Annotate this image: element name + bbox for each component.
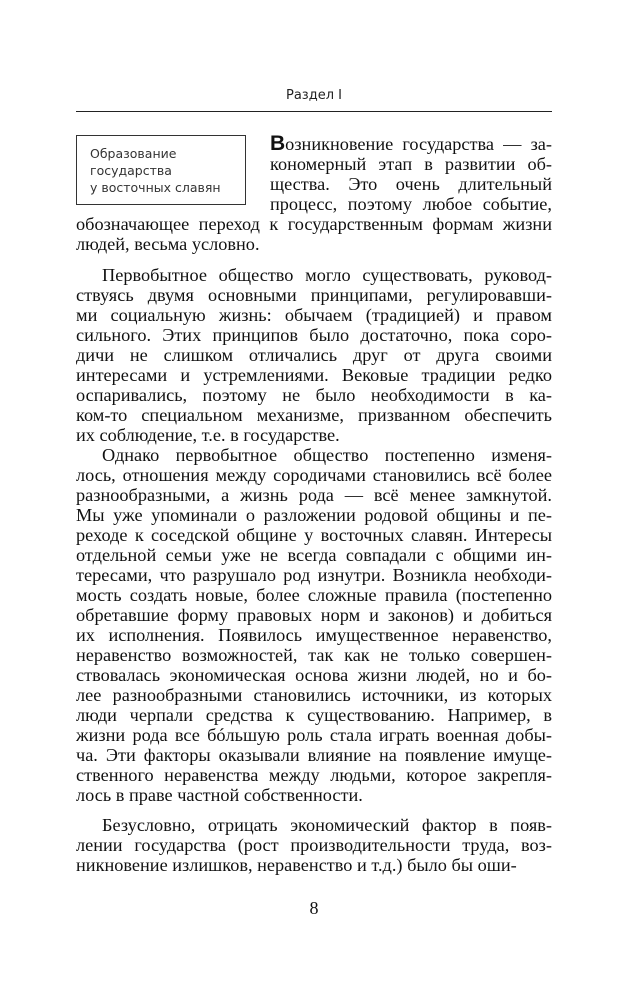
paragraph [76, 134, 552, 254]
text-line: щества. Это очень длительный [270, 174, 552, 194]
text-line: их соблюдение, т.е. в государстве. [76, 425, 340, 445]
text-line: разнообразными, а жизнь рода — всё менее замкнутой. [76, 485, 552, 505]
page-number: 8 [309, 898, 319, 918]
text-line: процесс, поэтому любое событие, [270, 194, 552, 214]
text-line: жизни рода все бóльшую роль стала играть военная добы- [76, 725, 552, 745]
text-line: Первобытное общество могло существовать, руковод- [102, 265, 552, 285]
text-line: неравенство возможностей, так как не только совершен- [76, 645, 552, 665]
running-head: Раздел I [286, 88, 342, 103]
text-line: люди черпали средства к существованию. Например, в [76, 705, 552, 725]
text-line: ча. Эти факторы оказывали влияние на появление имуще- [76, 745, 552, 765]
paragraph [76, 815, 552, 875]
text-line: сильного. Этих принципов было достаточно, пока соро- [76, 325, 552, 345]
text-line: ком-то специальном механизме, призванном обеспечить [76, 405, 552, 425]
text-line: лее разнообразными становились источники, из которых [76, 685, 552, 705]
text-line: лении государства (рост производительности труда, воз- [76, 835, 552, 855]
text-line: реходе к соседской общине у восточных славян. Интересы [76, 525, 552, 545]
text-line: отдельной семьи уже не всегда совпадали с общими ин- [76, 545, 552, 565]
text-line: ственного неравенства между людьми, которое закрепля- [76, 765, 552, 785]
text-line: ствовалась экономическая основа жизни людей, но и бо- [76, 665, 552, 685]
text-line: лось, отношения между сородичами становились всё более [76, 465, 552, 485]
text-line: кономерный этап в развитии об- [270, 154, 552, 174]
paragraph [76, 265, 552, 445]
text-line: никновение излишков, неравенство и т.д.) было бы оши- [76, 855, 517, 875]
paragraph [76, 445, 552, 805]
sidebox-line: у восточных славян [90, 180, 221, 195]
text-line: лось в праве частной собственности. [76, 785, 363, 805]
text-line: оспаривались, поэтому не было необходимости в ка- [76, 385, 552, 405]
text-line: ми социальную жизнь: обычаем (традицией) и правом [76, 305, 552, 325]
header-rule [76, 111, 552, 112]
text-line: Безусловно, отрицать экономический фактор в появ- [102, 815, 552, 835]
text-line: их исполнения. Появилось имущественное неравенство, [76, 625, 552, 645]
sidebox-line: государства [90, 163, 172, 178]
text-line: Возникновение государства — за- [270, 132, 552, 155]
text-line: обозначающее переход к государственным формам жизни [76, 214, 552, 234]
text-line: Мы уже упоминали о разложении родовой общины и пе- [76, 505, 552, 525]
text-line: ствуясь двумя основными принципами, регулировавши- [76, 285, 552, 305]
text-line: Однако первобытное общество постепенно изменя- [102, 445, 552, 465]
text-line: мость создать новые, более сложные правила (постепенно [76, 585, 552, 605]
text-line: дичи не слишком отличались друг от друга своими [76, 345, 552, 365]
text-line: людей, весьма условно. [76, 234, 260, 254]
sidebox-line: Образование [90, 146, 177, 161]
text-line: тересами, что разрушало род изнутри. Возникла необходи- [76, 565, 552, 585]
text-line: интересами и устремлениями. Вековые традиции редко [76, 365, 552, 385]
text-line: обретавшие форму правовых норм и законов) и добиться [76, 605, 552, 625]
